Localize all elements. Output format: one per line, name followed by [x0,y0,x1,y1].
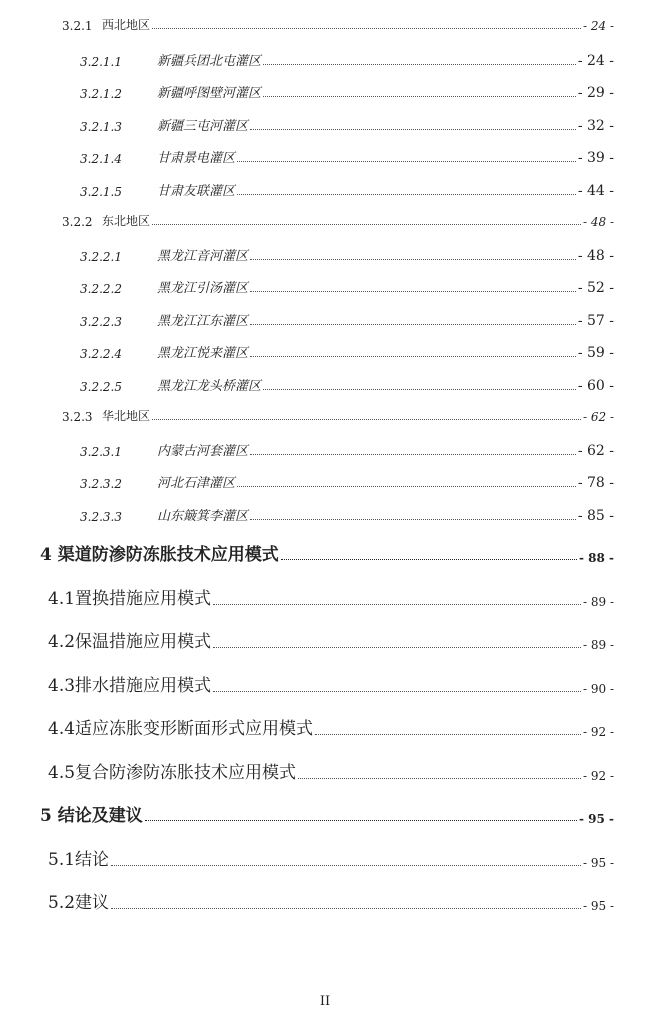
toc-page: - 85 - [577,508,614,524]
dot-leader [145,820,577,821]
dot-leader [298,778,581,779]
toc-section-5-2[interactable] [48,888,614,913]
toc-page: - 95 - [582,856,614,870]
toc-title: 西北地区 [102,18,151,32]
toc-entry-3-2-3-1[interactable] [80,440,614,459]
toc-title: 山东簸箕李灌区 [157,509,249,524]
dot-leader [237,161,576,162]
toc-number: 3.2.2.4 [80,347,122,361]
toc-title: 5.1结论 [48,850,110,870]
dot-leader [250,519,576,520]
dot-leader [250,454,576,455]
toc-entry-3-2-3-2[interactable] [80,472,614,491]
toc-page: - 62 - [577,443,614,459]
toc-title: 黑龙江音河灌区 [157,249,249,264]
toc-page: - 92 - [582,725,614,739]
toc-title: 黑龙江江东灌区 [157,314,249,329]
toc-chapter-4[interactable] [40,540,614,565]
toc-number: 3.2.2.5 [80,380,122,394]
toc-page: - 32 - [577,118,614,134]
toc-page: - 90 - [582,682,614,696]
dot-leader [111,865,581,866]
toc-title: 河北石津灌区 [157,476,236,491]
dot-leader [237,194,576,195]
toc-number: 3.2.3 [62,410,93,424]
toc-title: 新疆三屯河灌区 [157,119,249,134]
toc-page: - 88 - [578,551,614,565]
toc-page: - 24 - [577,53,614,69]
toc-title: 4 渠道防渗防冻胀技术应用模式 [40,545,279,565]
toc-title: 黑龙江悦来灌区 [157,346,249,361]
dot-leader [250,129,576,130]
toc-section-4-5[interactable] [48,758,614,783]
toc-number: 3.2.1 [62,19,93,33]
page-number: II [319,994,331,1009]
toc-page: - 52 - [577,280,614,296]
toc-entry-3-2-2[interactable] [62,212,614,229]
toc-title: 5.2建议 [48,893,110,913]
toc-title: 4.1置换措施应用模式 [48,589,212,609]
toc-number: 3.2.3.2 [80,477,122,491]
toc-entry-3-2-2-2[interactable] [80,277,614,296]
dot-leader [250,259,576,260]
dot-leader [152,224,581,225]
dot-leader [281,559,577,560]
toc-number: 3.2.2.1 [80,250,122,264]
toc-section-4-3[interactable] [48,671,614,696]
toc-number: 3.2.1.1 [80,55,122,69]
toc-title: 新疆呼图壁河灌区 [157,86,262,101]
toc-page: - 24 - [582,19,614,33]
toc-entry-3-2-3-3[interactable] [80,505,614,524]
toc-section-4-1[interactable] [48,584,614,609]
dot-leader [315,734,581,735]
dot-leader [152,28,581,29]
toc-page: - 89 - [582,638,614,652]
toc-entry-3-2-2-3[interactable] [80,310,614,329]
toc-page: - 78 - [577,475,614,491]
toc-entry-3-2-1[interactable] [62,16,614,33]
toc-page: - 62 - [582,410,614,424]
toc-title: 甘肃景电灌区 [157,151,236,166]
toc-page: - 57 - [577,313,614,329]
toc-chapter-5[interactable] [40,801,614,826]
toc-entry-3-2-1-3[interactable] [80,115,614,134]
toc-title: 华北地区 [102,409,151,423]
dot-leader [213,647,581,648]
dot-leader [263,389,576,390]
toc-page: - 92 - [582,769,614,783]
toc-page: - 95 - [578,812,614,826]
toc-title: 黑龙江引汤灌区 [157,281,249,296]
toc-title: 4.2保温措施应用模式 [48,632,212,652]
toc-page: - 60 - [577,378,614,394]
toc-title: 4.5复合防渗防冻胀技术应用模式 [48,763,297,783]
toc-number: 3.2.1.3 [80,120,122,134]
toc-title: 4.4适应冻胀变形断面形式应用模式 [48,719,314,739]
dot-leader [263,64,576,65]
dot-leader [111,908,581,909]
toc-entry-3-2-3[interactable] [62,407,614,424]
toc-page: - 95 - [582,899,614,913]
toc-page: - 44 - [577,183,614,199]
dot-leader [152,419,581,420]
dot-leader [250,291,576,292]
toc-number: 3.2.2 [62,215,93,229]
toc-page: - 48 - [582,215,614,229]
toc-number: 3.2.1.5 [80,185,122,199]
toc-title: 4.3排水措施应用模式 [48,676,212,696]
toc-section-4-2[interactable] [48,627,614,652]
toc-title: 新疆兵团北屯灌区 [157,54,262,69]
toc-number: 3.2.3.3 [80,510,122,524]
toc-title: 黑龙江龙头桥灌区 [157,379,262,394]
toc-number: 3.2.1.2 [80,87,122,101]
dot-leader [250,324,576,325]
dot-leader [250,356,576,357]
toc-title: 甘肃友联灌区 [157,184,236,199]
toc-title: 东北地区 [102,214,151,228]
toc-number: 3.2.3.1 [80,445,122,459]
toc-entry-3-2-1-2[interactable] [80,82,614,101]
toc-page: - 89 - [582,595,614,609]
dot-leader [237,486,576,487]
dot-leader [213,604,581,605]
toc-number: 3.2.2.3 [80,315,122,329]
toc-page: - 29 - [577,85,614,101]
toc-entry-3-2-2-5[interactable] [80,375,614,394]
toc-number: 3.2.1.4 [80,152,122,166]
toc-page: - 59 - [577,345,614,361]
toc-entry-3-2-1-4[interactable] [80,147,614,166]
toc-page: - 48 - [577,248,614,264]
toc-entry-3-2-2-4[interactable] [80,342,614,361]
toc-entry-3-2-1-5[interactable] [80,180,614,199]
toc-title: 5 结论及建议 [40,806,143,826]
toc-section-4-4[interactable] [48,714,614,739]
toc-section-5-1[interactable] [48,845,614,870]
toc-number: 3.2.2.2 [80,282,122,296]
dot-leader [263,96,576,97]
toc-entry-3-2-1-1[interactable] [80,50,614,69]
toc-page: - 39 - [577,150,614,166]
dot-leader [213,691,581,692]
toc-title: 内蒙古河套灌区 [157,444,249,459]
toc-entry-3-2-2-1[interactable] [80,245,614,264]
